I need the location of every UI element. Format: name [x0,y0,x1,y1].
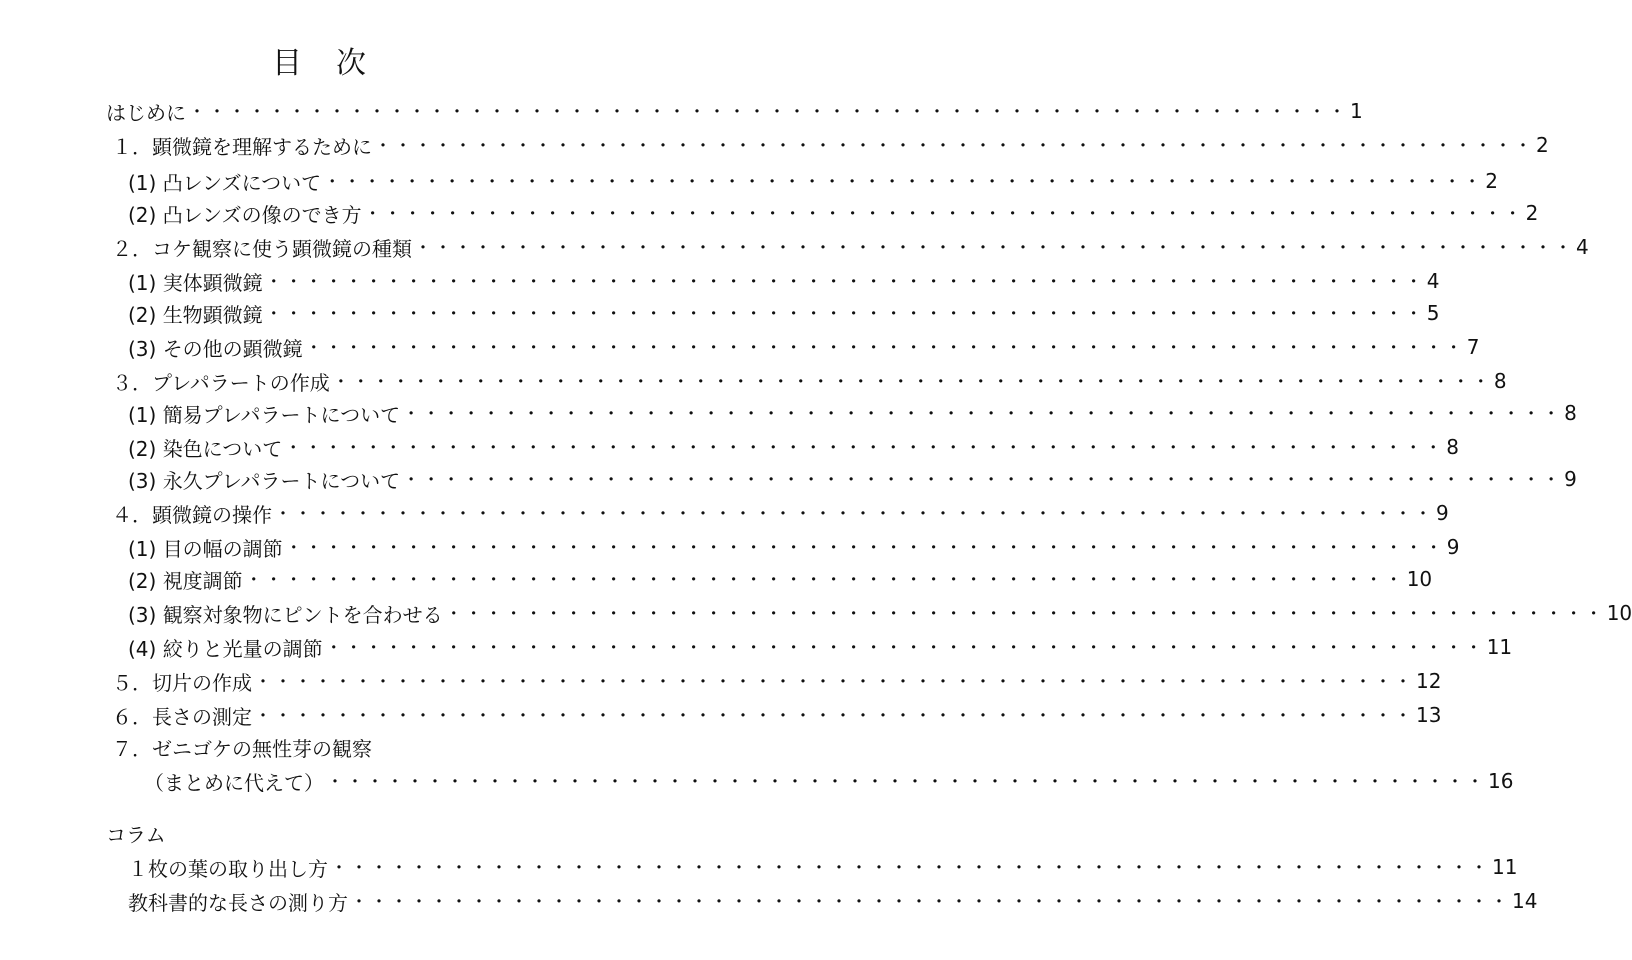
toc-entry-text: (1) 凸レンズについて [128,170,322,195]
toc-entry-text: ７．ゼニゴケの無性芽の観察 [112,736,372,761]
toc-entry[interactable] [128,198,1539,228]
toc-entry-page: 1 [1350,99,1363,123]
toc-entry-page: 16 [1488,769,1514,793]
page-title: 目 次 [272,46,368,81]
leader-dots: ・・・・・・・・・・・・・・・・・・・・・・・・・・・・・・・・・・・・・・・・・・・・・・・・・・・・・・・・・・ [323,172,1484,193]
toc-entry-page: 8 [1564,401,1577,425]
leader-dots: ・・・・・・・・・・・・・・・・・・・・・・・・・・・・・・・・・・・・・・・・・・・・・・・・・・・・・・・・・・ [284,538,1445,559]
toc-entry-page: 9 [1446,535,1460,559]
toc-entry-page: 10 [1406,567,1433,591]
toc-entry-text: (4) 絞りと光量の調節 [128,636,323,661]
toc-entry-page: 2 [1536,133,1549,157]
toc-entry[interactable] [128,598,1632,628]
toc-entry[interactable] [128,632,1513,662]
toc-entry-text: (2) 凸レンズの像のでき方 [128,202,362,227]
toc-entry-text: １．顕微鏡を理解するために [112,134,372,159]
leader-dots: ・・・・・・・・・・・・・・・・・・・・・・・・・・・・・・・・・・・・・・・・・・・・・・・・・・・・・・・・・・ [254,672,1414,693]
toc-entry-text: （まとめに代えて） [144,770,324,795]
toc-entry-page: 11 [1492,855,1518,879]
toc-entry-text: １枚の葉の取り出し方 [128,856,328,881]
toc-entry[interactable] [128,886,1538,916]
leader-dots: ・・・・・・・・・・・・・・・・・・・・・・・・・・・・・・・・・・・・・・・・・・・・・・・・・・・・・・・・・・ [304,338,1465,359]
toc-entry[interactable] [128,564,1433,594]
toc-entry-page: 9 [1436,501,1449,525]
toc-entry[interactable] [112,700,1442,730]
leader-dots: ・・・・・・・・・・・・・・・・・・・・・・・・・・・・・・・・・・・・・・・・・・・・・・・・・・・・・・・・・・ [402,470,1563,491]
toc-entry-page: 13 [1416,703,1442,727]
toc-entry-page: 4 [1426,269,1440,293]
toc-entry[interactable] [128,398,1577,428]
toc-entry[interactable] [112,232,1589,262]
toc-entry[interactable] [112,666,1442,696]
toc-entry[interactable] [128,532,1460,562]
toc-entry-page: 4 [1576,235,1589,259]
toc-entry-text: ２．コケ観察に使う顕微鏡の種類 [112,236,412,261]
toc-entry[interactable] [128,432,1460,462]
toc-entry-text: (1) 実体顕微鏡 [128,270,263,295]
leader-dots: ・・・・・・・・・・・・・・・・・・・・・・・・・・・・・・・・・・・・・・・・・・・・・・・・・・・・・・・・・・ [414,238,1574,259]
toc-entry-text: ５．切片の作成 [112,670,252,695]
leader-dots: ・・・・・・・・・・・・・・・・・・・・・・・・・・・・・・・・・・・・・・・・・・・・・・・・・・・・・・・・・・ [363,204,1524,225]
toc-entry[interactable] [112,130,1549,160]
leader-dots: ・・・・・・・・・・・・・・・・・・・・・・・・・・・・・・・・・・・・・・・・・・・・・・・・・・・・・・・・・・ [264,304,1425,325]
leader-dots: ・・・・・・・・・・・・・・・・・・・・・・・・・・・・・・・・・・・・・・・・・・・・・・・・・・・・・・・・・・ [374,136,1534,157]
leader-dots: ・・・・・・・・・・・・・・・・・・・・・・・・・・・・・・・・・・・・・・・・・・・・・・・・・・・・・・・・・・ [350,892,1510,913]
toc-entry-page: 8 [1493,369,1507,393]
toc-entry[interactable] [112,498,1449,528]
toc-entry-text: ３．プレパラートの作成 [112,370,330,395]
toc-entry-page: 5 [1426,301,1440,325]
leader-dots: ・・・・・・・・・・・・・・・・・・・・・・・・・・・・・・・・・・・・・・・・・・・・・・・・・・・・・・・・・・ [444,604,1605,625]
toc-entry-text: (2) 生物顕微鏡 [128,302,263,327]
toc-entry-text: (3) 永久プレパラートについて [128,468,401,493]
toc-entry[interactable] [128,332,1480,362]
toc-entry-text: 教科書的な長さの測り方 [128,890,348,915]
toc-entry-page: 14 [1512,889,1538,913]
toc-entry[interactable] [128,298,1440,328]
toc-entry-page: 12 [1416,669,1442,693]
toc-entry-text: (3) 観察対象物にピントを合わせる [128,602,443,627]
leader-dots: ・・・・・・・・・・・・・・・・・・・・・・・・・・・・・・・・・・・・・・・・・・・・・・・・・・・・・・・・・・ [254,706,1414,727]
leader-dots: ・・・・・・・・・・・・・・・・・・・・・・・・・・・・・・・・・・・・・・・・・・・・・・・・・・・・・・・・・・ [244,570,1405,591]
leader-dots: ・・・・・・・・・・・・・・・・・・・・・・・・・・・・・・・・・・・・・・・・・・・・・・・・・・・・・・・・・・ [264,272,1425,293]
toc-entry-heading[interactable] [112,732,514,762]
leader-dots: ・・・・・・・・・・・・・・・・・・・・・・・・・・・・・・・・・・・・・・・・・・・・・・・・・・・・・・・・・・ [326,772,1486,793]
toc-entry-text: (3) その他の顕微鏡 [128,336,303,361]
toc-entry[interactable] [128,464,1577,494]
leader-dots: ・・・・・・・・・・・・・・・・・・・・・・・・・・・・・・・・・・・・・・・・・・・・・・・・・・・・・・・・・・ [331,372,1492,393]
toc-entry-text: ６．長さの測定 [112,704,252,729]
toc-entry[interactable] [144,766,1514,796]
column-section-heading [106,818,514,848]
toc-entry[interactable] [106,96,1363,126]
toc-entry-page: 2 [1485,169,1498,193]
toc-entry-page: 11 [1486,635,1513,659]
leader-dots: ・・・・・・・・・・・・・・・・・・・・・・・・・・・・・・・・・・・・・・・・・・・・・・・・・・・・・・・・・・ [188,102,1348,123]
toc-entry-text: (1) 簡易プレパラートについて [128,402,401,427]
leader-dots: ・・・・・・・・・・・・・・・・・・・・・・・・・・・・・・・・・・・・・・・・・・・・・・・・・・・・・・・・・・ [274,504,1434,525]
toc-entry[interactable] [128,166,1498,196]
leader-dots: ・・・・・・・・・・・・・・・・・・・・・・・・・・・・・・・・・・・・・・・・・・・・・・・・・・・・・・・・・・ [284,438,1445,459]
toc-entry-text: はじめに [106,100,186,125]
toc-entry-page: 7 [1466,335,1480,359]
toc-entry[interactable] [112,366,1507,396]
toc-entry-text: (2) 染色について [128,436,283,461]
toc-entry-text: (2) 視度調節 [128,568,243,593]
toc-entry-text: (1) 目の幅の調節 [128,536,283,561]
toc-entry-page: 2 [1525,201,1539,225]
leader-dots: ・・・・・・・・・・・・・・・・・・・・・・・・・・・・・・・・・・・・・・・・・・・・・・・・・・・・・・・・・・ [402,404,1563,425]
toc-entry-page: 9 [1564,467,1577,491]
toc-entry[interactable] [128,852,1518,882]
toc-entry[interactable] [128,266,1440,296]
toc-entry-text: ４．顕微鏡の操作 [112,502,272,527]
leader-dots: ・・・・・・・・・・・・・・・・・・・・・・・・・・・・・・・・・・・・・・・・・・・・・・・・・・・・・・・・・・ [324,638,1485,659]
column-heading-text: コラム [106,822,166,847]
leader-dots: ・・・・・・・・・・・・・・・・・・・・・・・・・・・・・・・・・・・・・・・・・・・・・・・・・・・・・・・・・・ [330,858,1490,879]
toc-entry-page: 8 [1446,435,1460,459]
toc-entry-page: 10 [1606,601,1632,625]
